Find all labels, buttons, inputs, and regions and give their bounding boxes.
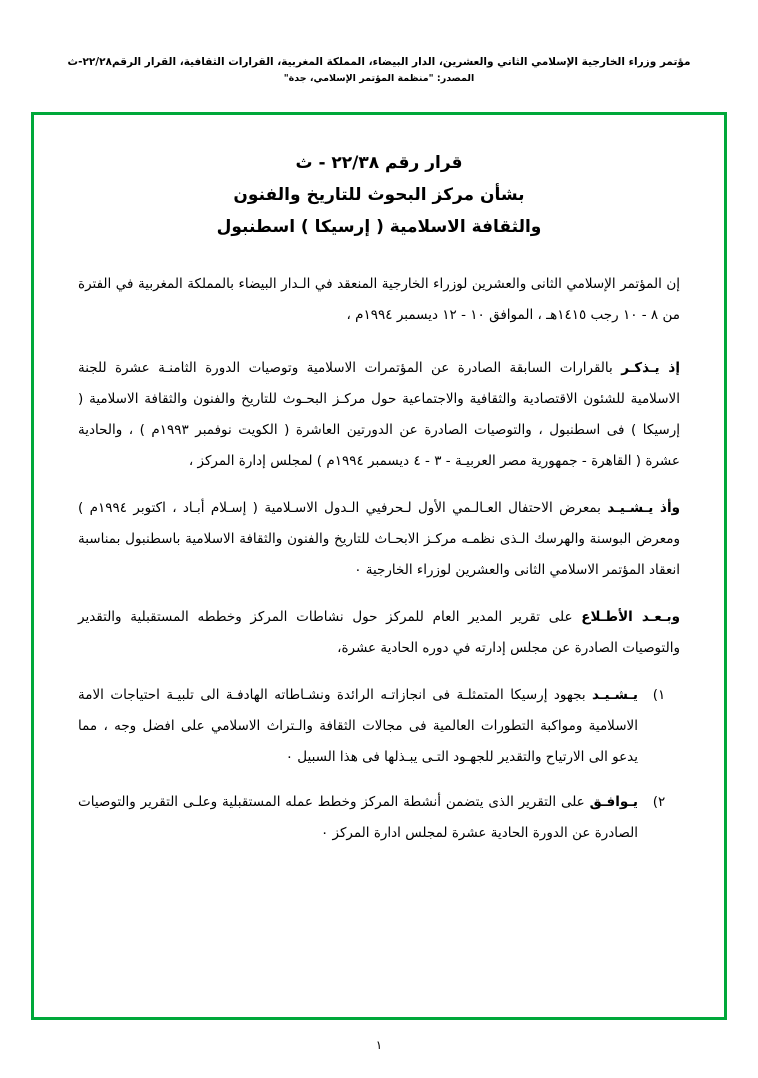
noting-text: بمعرض الاحتفال العـالـمي الأول لـحرفيي الـدول الاسـلامية ( إسـلام أبـاد ، اكتوبر ١٩٩٤م ) ومعرض البوسنة والهرسك الـذى نظمـه مركـز الابحـاث للتاريخ والفنون والثقافة الاسلامية باسطنبول بمناسبة انعقاد المؤتمر الاسلامي الثانى والعشرين لوزراء الخارجية ٠ (78, 500, 680, 578)
clause-lead: يـشـيـد (592, 687, 638, 703)
clause-number: ١) (652, 687, 666, 703)
clause-text (78, 787, 638, 849)
preamble-text: إن المؤتمر الإسلامي الثانى والعشرين لوزراء الخارجية المنعقد في الـدار البيضاء بالمملكة المغربية في الفترة من ٨ - ١٠ رجب ١٤١٥هـ ، الموافق ١٠ - ١٢ ديسمبر ١٩٩٤م ، (78, 276, 680, 323)
clause-item (78, 787, 680, 849)
resolution-subject-line-1: بشأن مركز البحوث للتاريخ والفنون (233, 185, 525, 205)
resolution-title-block (78, 147, 680, 243)
resolution-subject-line-2: والثقافة الاسلامية ( إرسيكا ) اسطنبول (216, 217, 542, 237)
paragraph-noting (78, 493, 680, 586)
header-source-note: المصدر: "منظمة المؤتمر الإسلامي، جدة" (283, 73, 475, 84)
paragraph-having-examined (78, 602, 680, 664)
clause-text (78, 680, 638, 773)
having-examined-text: على تقرير المدير العام للمركز حول نشاطات المركز وخططه المستقبلية والتقدير والتوصيات الصادرة عن مجلس إدارته في دوره الحادية عشرة، (78, 609, 680, 656)
content-body (34, 115, 724, 1017)
paragraph-preamble (78, 269, 680, 331)
clause-item (78, 680, 680, 773)
noting-lead: وأذ يـشـيـد (607, 500, 680, 516)
clause-body-text: على التقرير الذى يتضمن أنشطة المركز وخطط عمله المستقبلية وعلـى التقرير والتوصيات الصادرة عن الدورة الحادية عشرة لمجلس ادارة المركز ٠ (78, 794, 638, 841)
document-header (0, 54, 758, 87)
clause-lead: يـوافـق (589, 794, 638, 810)
having-examined-lead: وبـعـد الأطـلاع (581, 609, 680, 625)
paragraph-recalling (78, 353, 680, 477)
clause-body-text: بجهود إرسيكا المتمثلـة فى انجازاتـه الرائدة ونشـاطاته الهادفـة الى تلبيـة احتياجات الامة الاسلامية ومواكبة التطورات العالمية فى مجالات الثقافة والـتراث الاسلامي على افضل وجه ، مما يدعو الى الارتياح والتقدير للجهـود التـى يبـذلها فى هذا السبيل ٠ (78, 687, 638, 765)
content-frame (31, 112, 727, 1020)
header-source-conference: مؤتمر وزراء الخارجية الإسلامي الثاني والعشرين، الدار البيضاء، المملكة المغربية، القرارات الثقافية، القرار الرقم٢٢/٢٨-ث (67, 56, 691, 68)
recalling-text: بالقرارات السابقة الصادرة عن المؤتمرات الاسلامية وتوصيات الدورة الثامنـة عشرة للجنة الاسلامية للشئون الاقتصادية والثقافية والاجتماعية حول مركـز البحـوث للتاريخ والفنون والثقافة الاسلامية ( إرسيكا ) فى اسطنبول ، والتوصيات الصادرة عن الدورتين العاشرة ( الكويت نوفمبر ١٩٩٣م ) ، والحادية عشرة ( القاهرة - جمهورية مصر العربيـة - ٣ - ٤ ديسمبر ١٩٩٤م ) لمجلس إدارة المركز ، (78, 360, 680, 469)
clause-number: ٢) (652, 794, 666, 810)
resolution-number-title: قرار رقم ٢٢/٣٨ - ث (295, 153, 463, 173)
page-number: ١ (375, 1038, 383, 1052)
recalling-lead: إذ يـذكـر (621, 360, 680, 376)
